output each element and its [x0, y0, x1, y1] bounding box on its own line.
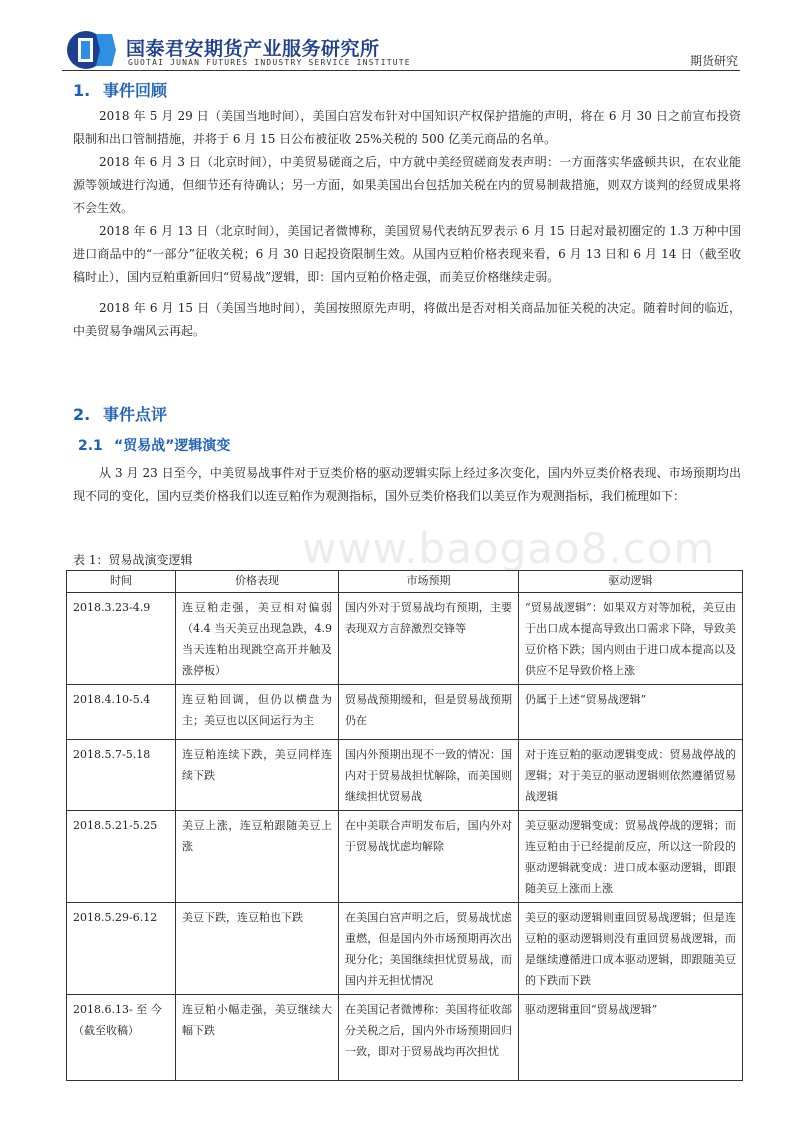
- section-2-heading: [73, 402, 167, 425]
- section-1-paragraph-4: 2018 年 6 月 15 日（美国当地时间），美国按照原先声明，将做出是否对相关商品加征关税的决定。随着时间的临近，中美贸易争端风云再起。: [73, 301, 741, 338]
- table-row: [67, 740, 743, 811]
- section-2-title: 事件点评: [103, 405, 168, 424]
- institute-logo: [66, 30, 118, 70]
- header-rule: [62, 70, 740, 71]
- table-cell-logic: 对于连豆粕的驱动逻辑变成：贸易战停战的逻辑；对于美豆的驱动逻辑则依然遵循贸易战逻辑: [519, 740, 743, 811]
- table-cell-time: 2018.5.21-5.25: [67, 811, 176, 903]
- table-cell-price: 连豆粕回调，但仍以横盘为主；美豆也以区间运行为主: [176, 685, 339, 740]
- table-cell-expectation: 在美国记者微博称：美国将征收部分关税之后，国内外市场预期回归一致，即对于贸易战均再次担忧: [339, 995, 519, 1081]
- table-cell-price: 美豆上涨，连豆粕跟随美豆上涨: [176, 811, 339, 903]
- section-1-title: 事件回顾: [103, 81, 168, 100]
- subsection-2-1-heading: [78, 435, 230, 455]
- table-cell-expectation: 国内外对于贸易战均有预期，主要表现双方言辞激烈交锋等: [339, 593, 519, 685]
- header-logic: 驱动逻辑: [519, 571, 743, 593]
- section-1-paragraph-2: 2018 年 6 月 3 日（北京时间），中美贸易磋商之后，中方就中美经贸磋商发表声明：一方面落实华盛顿共识，在农业能源等领域进行沟通，但细节还有待确认；另一方面，如果美国出台包括加关税在内的贸易制裁措施，则双方谈判的经贸成果将不会生效。: [73, 155, 741, 215]
- table-row: [67, 685, 743, 740]
- subsection-2-1-number: 2.1: [78, 438, 103, 454]
- header-price: 价格表现: [176, 571, 339, 593]
- header-expectation: 市场预期: [339, 571, 519, 593]
- section-1-number: 1.: [73, 81, 91, 100]
- logic-evolution-table: [66, 570, 743, 1081]
- institute-name: 国泰君安期货产业服务研究所: [126, 38, 380, 60]
- subsection-2-1-title: “贸易战”逻辑演变: [114, 438, 231, 454]
- table-cell-logic: 美豆的驱动逻辑则重回贸易战逻辑；但是连豆粕的驱动逻辑则没有重回贸易战逻辑，而是继续遵循进口成本驱动逻辑，即跟随美豆的下跌而下跌: [519, 903, 743, 995]
- table-cell-time: 2018.5.7-5.18: [67, 740, 176, 811]
- table-cell-price: 连豆粕小幅走强，美豆继续大幅下跌: [176, 995, 339, 1081]
- watermark: www.baogao8.com: [302, 524, 716, 573]
- table-row: [67, 593, 743, 685]
- table-cell-time: 2018.3.23-4.9: [67, 593, 176, 685]
- table-cell-expectation: 在中美联合声明发布后，国内外对于贸易战忧虑均解除: [339, 811, 519, 903]
- table-caption: 表 1：贸易战演变逻辑: [73, 553, 193, 567]
- table-cell-price: 连豆粕走强，美豆相对偏弱（4.4 当天美豆出现急跌，4.9 当天连粕出现跳空高开并触及涨停板）: [176, 593, 339, 685]
- table-cell-expectation: 在美国白宫声明之后，贸易战忧虑重燃，但是国内外市场预期再次出现分化；美国继续担忧贸易战，而国内并无担忧情况: [339, 903, 519, 995]
- section-1-heading: [73, 78, 167, 101]
- section-2-number: 2.: [73, 405, 91, 424]
- table-cell-expectation: 国内外预期出现不一致的情况：国内对于贸易战担忧解除，而美国则继续担忧贸易战: [339, 740, 519, 811]
- table-cell-time: 2018.5.29-6.12: [67, 903, 176, 995]
- table-cell-time: 2018.6.13- 至 今（截至收稿）: [67, 995, 176, 1081]
- table-cell-expectation: 贸易战预期缓和，但是贸易战预期仍在: [339, 685, 519, 740]
- table-row: [67, 995, 743, 1081]
- table-cell-price: 连豆粕连续下跌，美豆同样连续下跌: [176, 740, 339, 811]
- table-row: [67, 811, 743, 903]
- table-cell-logic: 仍属于上述“贸易战逻辑”: [519, 685, 743, 740]
- document-type: 期货研究: [689, 54, 738, 68]
- section-1-paragraph-3: 2018 年 6 月 13 日（北京时间），美国记者微博称，美国贸易代表纳瓦罗表示 6 月 15 日起对最初圈定的 1.3 万种中国进口商品中的“一部分”征收关税；6 月 30 日起投资限制生效。从国内豆粕价格表现来看，6 月 13 日和 6 月 14 日（截至收稿时止），国内豆粕重新回归“贸易战”逻辑，即：国内豆粕价格走强，而美豆价格继续走弱。: [73, 224, 741, 284]
- subsection-2-1-paragraph: 从 3 月 23 日至今，中美贸易战事件对于豆类价格的驱动逻辑实际上经过多次变化，国内外豆类价格表现、市场预期均出现不同的变化，国内豆类价格我们以连豆粕作为观测指标，国外豆类价格我们以美豆作为观测指标，我们梳理如下：: [73, 466, 741, 503]
- table-cell-logic: 驱动逻辑重回“贸易战逻辑”: [519, 995, 743, 1081]
- table-cell-logic: “贸易战逻辑”：如果双方对等加税，美豆由于出口成本提高导致出口需求下降，导致美豆价格下跌；国内则由于进口成本提高以及供应不足导致价格上涨: [519, 593, 743, 685]
- table-cell-logic: 美豆驱动逻辑变成：贸易战停战的逻辑；而连豆粕由于已经提前反应，所以这一阶段的驱动逻辑就变成：进口成本驱动逻辑，即跟随美豆上涨而上涨: [519, 811, 743, 903]
- section-1-paragraph-1: 2018 年 5 月 29 日（美国当地时间），美国白宫发布针对中国知识产权保护措施的声明，将在 6 月 30 日之前宣布投资限制和出口管制措施，并将于 6 月 15 日公布被征收 25%关税的 500 亿美元商品的名单。: [73, 109, 741, 146]
- table-cell-time: 2018.4.10-5.4: [67, 685, 176, 740]
- institute-name-en: GUOTAI JUNAN FUTURES INDUSTRY SERVICE INSTITUTE: [128, 58, 411, 67]
- header-time: 时间: [67, 571, 176, 593]
- table-row: [67, 903, 743, 995]
- table-cell-price: 美豆下跌，连豆粕也下跌: [176, 903, 339, 995]
- table-header-row: [67, 571, 743, 593]
